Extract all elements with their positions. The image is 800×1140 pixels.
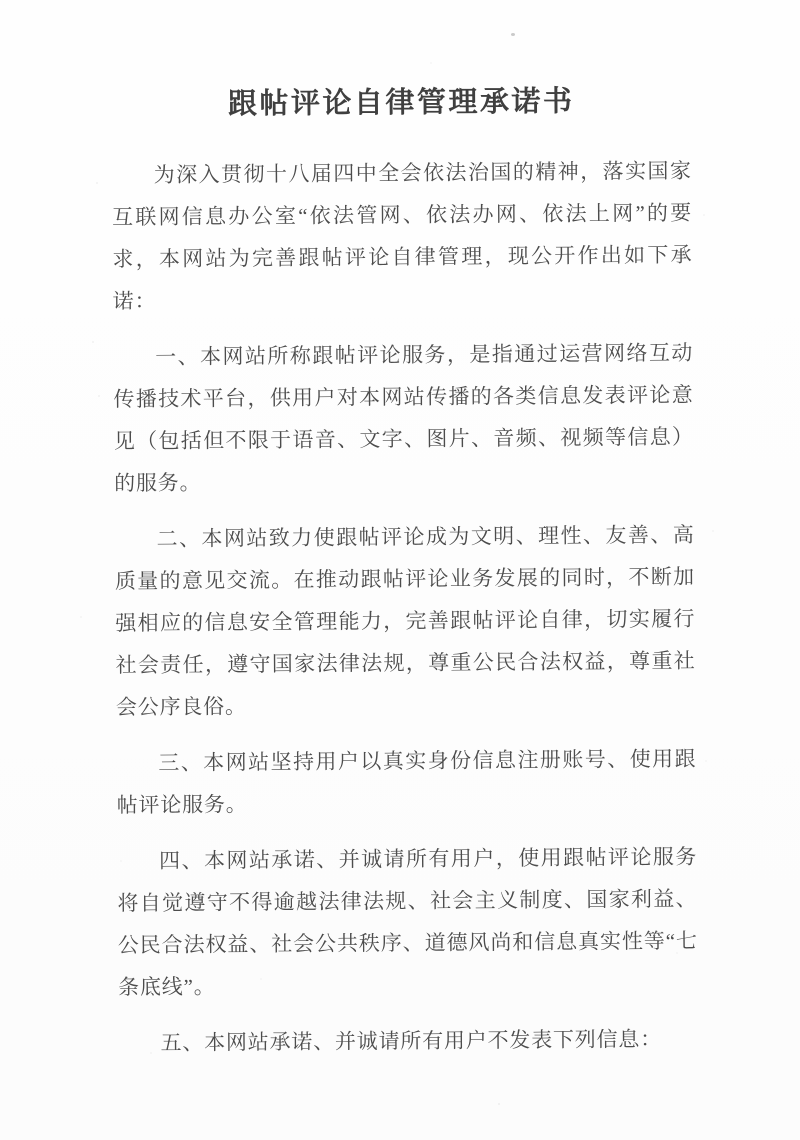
document-content xyxy=(111,78,699,1079)
paragraph-intro: 为深入贯彻十八届四中全会依法治国的精神，落实国家互联网信息办公室“依法管网、依法办网、依法上网”的要求，本网站为完善跟帖评论自律管理，现公开作出如下承诺： xyxy=(111,158,693,314)
paragraph-item-5: 五、本网站承诺、并诚请所有用户不发表下列信息： xyxy=(160,1026,663,1055)
scan-noise xyxy=(0,0,2,2)
paragraph-item-3: 三、本网站坚持用户以真实身份信息注册账号、使用跟帖评论服务。 xyxy=(116,746,697,818)
paragraph-item-2: 二、本网站致力使跟帖评论成为文明、理性、友善、高质量的意见交流。在推动跟帖评论业务发展的同时，不断加强相应的信息安全管理能力，完善跟帖评论自律，切实履行社会责任，遵守国家法律法规，尊重公民合法权益，尊重社会公序良俗。 xyxy=(114,522,696,720)
document-title: 跟帖评论自律管理承诺书 xyxy=(227,85,575,121)
paragraph-item-4: 四、本网站承诺、并诚请所有用户，使用跟帖评论服务将自觉遵守不得逾越法律法规、社会主义制度、国家利益、公民合法权益、社会公共秩序、道德风尚和信息真实性等“七条底线”。 xyxy=(117,844,698,1000)
scan-speck xyxy=(511,33,515,36)
paragraph-item-1: 一、本网站所称跟帖评论服务，是指通过运营网络互动传播技术平台，供用户对本网站传播的各类信息发表评论意见（包括但不限于语音、文字、图片、音频、视频等信息）的服务。 xyxy=(113,340,694,496)
